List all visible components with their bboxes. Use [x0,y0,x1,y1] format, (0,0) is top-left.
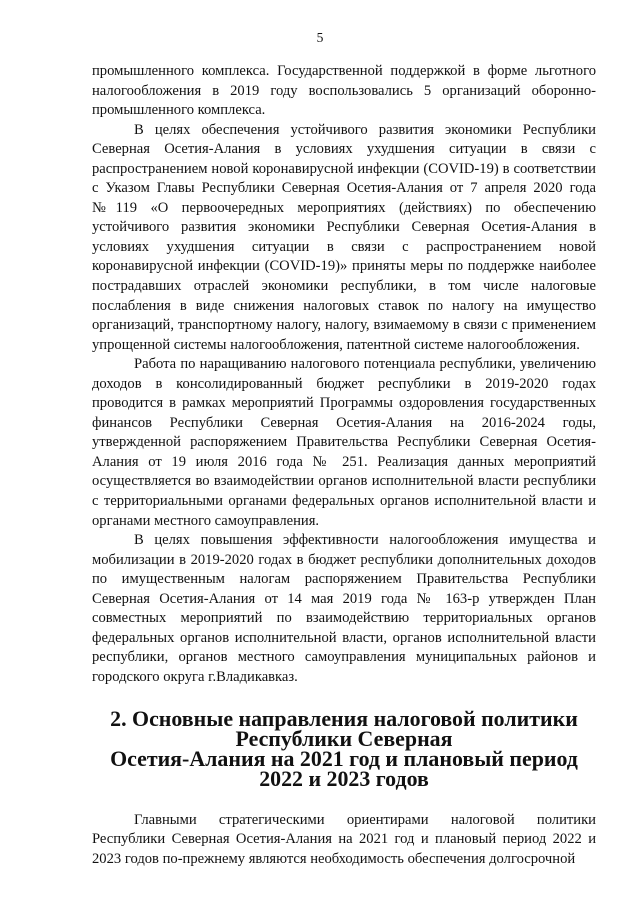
section-heading-line-2: Осетия-Алания на 2021 год и плановый период 2022 и 2023 годов [110,745,578,791]
section-heading-line-1: 2. Основные направления налоговой политики Республики Северная [110,705,578,751]
paragraph-continuation: промышленного комплекса. Государственной поддержкой в форме льготного налогообложения в 2019 году воспользовались 5 организаций оборонно-промышленного комплекса. [92,63,596,119]
paragraph-property-taxation: В целях повышения эффективности налогообложения имущества и мобилизации в 2019-2020 годах в бюджет республики дополнительных доходов по имущественным налогам распоряжением Правительства Республики Северная Осетия-Алания от 14 мая 2019 года № 163-р утвержден План совместных мероприятий по взаимодействию территориальных органов федеральных органов исполнительной власти, органов исполнительной власти республики, органов местного самоуправления муниципальных районов и городского округа г.Владикавказ. [92,532,596,685]
paragraph-covid-measures: В целях обеспечения устойчивого развития экономики Республики Северная Осетия-Алания в условиях ухудшения ситуации в связи с распространением новой коронавирусной инфекции (COVID-19) в соответствии с Указом Главы Республики Северная Осетия-Алания от 7 апреля 2020 года №119 «О первоочередных мероприятиях (действиях) по обеспечению устойчивого развития экономики Республики Северная Осетия-Алания в условиях ухудшения ситуации в связи с распространением новой коронавирусной инфекции (COVID-19)» приняты меры по поддержке наиболее пострадавших отраслей экономики республики, в том числе налоговые послабления в виде снижения налоговых ставок по налогу на имущество организаций, транспортному налогу, налогу, взимаемому в связи с применением упрощенной системы налогообложения, патентной системе налогообложения. [92,121,596,353]
document-body [92,62,596,869]
section-heading [92,705,596,791]
paragraph-tax-potential: Работа по наращиванию налогового потенциала республики, увеличению доходов в консолидированный бюджет республики в 2019-2020 годах проводится в рамках мероприятий Программы оздоровления государственных финансов Республики Северная Осетия-Алания на 2016-2024 годы, утвержденной распоряжением Правительства Республики Северная Осетия-Алания от 19 июля 2016 года № 251. Реализация данных мероприятий осуществляется во взаимодействии органов исполнительной власти республики с территориальными органами федеральных органов исполнительной власти и органами местного самоуправления. [92,356,596,529]
page-number: 5 [316,30,324,45]
paragraph-strategic-guidelines: Главными стратегическими ориентирами налоговой политики Республики Северная Осетия-Алания на 2021 год и плановый период 2022 и 2023 годов по-прежнему являются необходимость обеспечения долгосрочной [92,811,596,867]
